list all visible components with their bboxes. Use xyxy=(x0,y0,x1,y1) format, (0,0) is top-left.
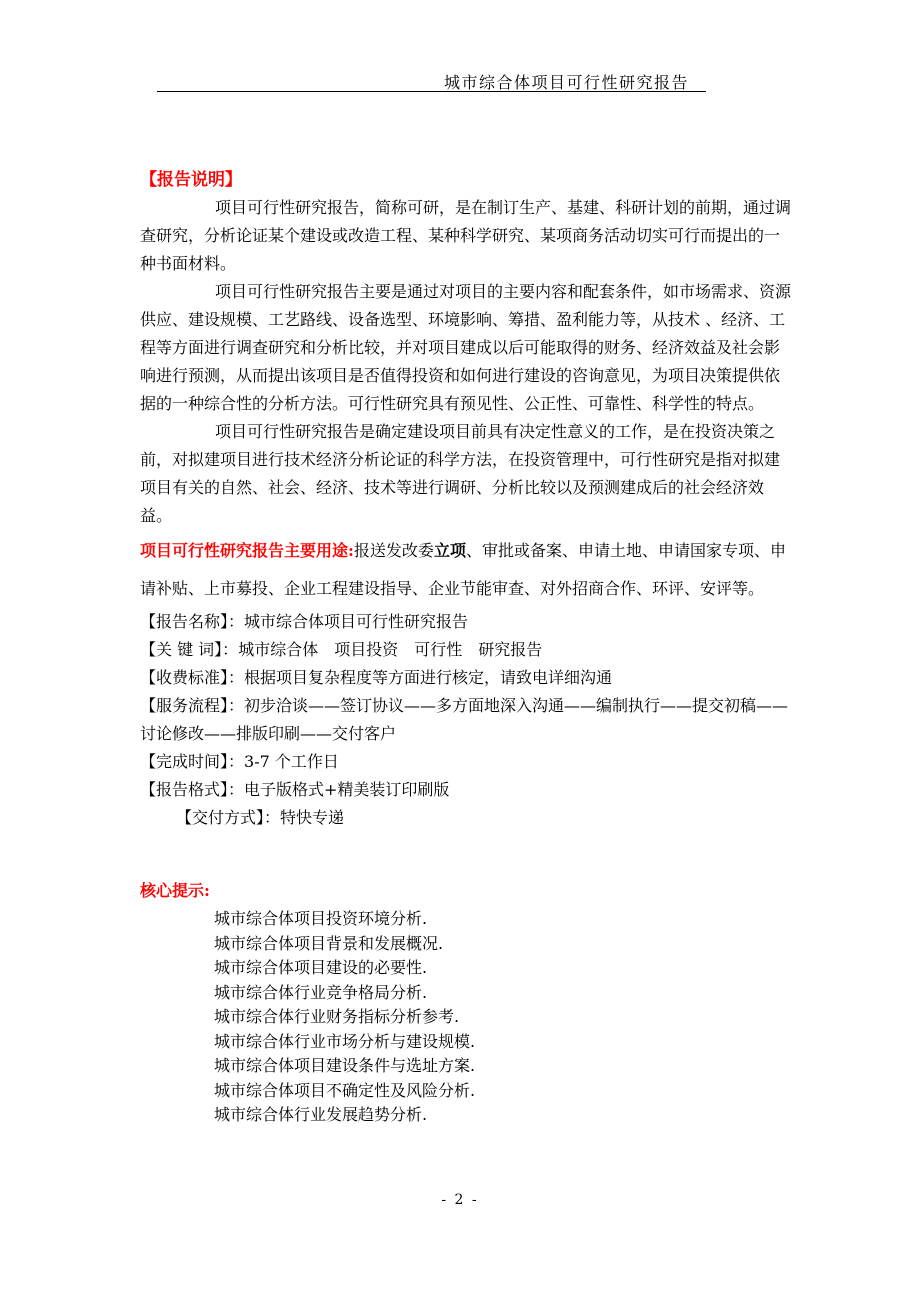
intro-paragraph-1: 项目可行性研究报告，简称可研，是在制订生产、基建、科研计划的前期，通过调查研究，分析论证某个建设或改造工程、某种科学研究、某项商务活动切实可行而提出的一种书面材料。 xyxy=(140,198,792,273)
core-tip-item: 城市综合体行业财务指标分析参考. xyxy=(214,1007,460,1026)
core-tip-item: 城市综合体行业竞争格局分析. xyxy=(214,982,428,1002)
core-tip-item: 城市综合体行业发展趋势分析. xyxy=(214,1105,428,1124)
core-tip-item: 城市综合体项目投资环境分析. xyxy=(214,909,428,928)
intro-paragraph-2: 项目可行性研究报告主要是通过对项目的主要内容和配套条件，如市场需求、资源供应、建设规模、工艺路线、设备选型、环境影响、筹措、盈利能力等，从技术 、经济、工程等方面进行调查研究和分析比较，并对项目建成以后可能取得的财务、经济效益及社会影响进行预测，从而提出该项目是否值得投资和如何进行建设的咨询意见，为项目决策提供依据的一种综合性的分析方法。可行性研究具有预见性、公正性、可靠性、科学性的特点。 xyxy=(140,282,792,413)
usage-text-1: 报送发改委 xyxy=(353,541,434,560)
field-label: 【报告格式】： xyxy=(140,780,245,799)
spacer xyxy=(140,832,792,877)
intro-paragraph-3: 项目可行性研究报告是确定建设项目前具有决定性意义的工作，是在投资决策之前，对拟建项目进行技术经济分析论证的科学方法，在投资管理中，可行性研究是指对拟建项目有关的自然、社会、经济、技术等进行调研、分析比较以及预测建成后的社会经济效益。 xyxy=(140,422,781,525)
field-value: 根据项目复杂程度等方面进行核定，请致电详细沟通 xyxy=(244,668,613,687)
field-delivery-method xyxy=(140,804,792,832)
core-tip-item: 城市综合体行业市场分析与建设规模. xyxy=(214,1031,476,1051)
field-value: 特快专递 xyxy=(280,808,345,827)
field-report-format xyxy=(140,776,792,804)
field-label: 【关 键 词】： xyxy=(140,640,239,659)
core-tip-item: 城市综合体项目背景和发展概况. xyxy=(214,933,444,953)
page-content xyxy=(140,166,792,1128)
core-tip-item: 城市综合体项目不确定性及风险分析. xyxy=(214,1080,476,1100)
field-completion-time xyxy=(140,748,792,776)
field-value: 3-7 个工作日 xyxy=(244,752,339,771)
report-intro-title: 【报告说明】 xyxy=(140,170,242,190)
field-label: 【报告名称】： xyxy=(140,612,245,631)
header-title: 城市综合体项目可行性研究报告 xyxy=(444,73,690,92)
core-tip-item: 城市综合体项目建设条件与选址方案. xyxy=(214,1056,476,1075)
field-service-process xyxy=(140,692,792,748)
field-value: 城市综合体项目可行性研究报告 xyxy=(244,612,469,631)
field-keywords xyxy=(140,636,792,664)
field-report-name xyxy=(140,608,792,636)
field-value: 电子版格式+精美装订印刷版 xyxy=(244,780,450,799)
core-tip-item: 城市综合体项目建设的必要性. xyxy=(214,958,428,977)
field-label: 【交付方式】： xyxy=(176,808,281,827)
usage-text-2: 、审批或备案、申请土地、申请国家专项、申请补贴、上市募投、企业工程建设指导、企业节能审查、对外招商合作、环评、安评等。 xyxy=(140,541,786,598)
core-tips-title: 核心提示: xyxy=(140,881,210,900)
field-label: 【收费标准】： xyxy=(140,668,245,687)
field-label: 【完成时间】： xyxy=(140,752,245,771)
header-divider xyxy=(157,91,706,92)
usage-label: 项目可行性研究报告主要用途: xyxy=(140,541,354,560)
usage-highlight: 立项 xyxy=(433,541,466,560)
field-value: 初步洽谈——签订协议——多方面地深入沟通——编制执行——提交初稿——讨论修改——排版印刷——交付客户 xyxy=(140,696,789,743)
field-label: 【服务流程】： xyxy=(140,696,245,715)
field-value: 城市综合体 项目投资 可行性 研究报告 xyxy=(238,640,543,659)
field-fee-standard xyxy=(140,664,792,692)
page-number: - 2 - xyxy=(441,1192,479,1208)
usage-section xyxy=(140,532,792,608)
